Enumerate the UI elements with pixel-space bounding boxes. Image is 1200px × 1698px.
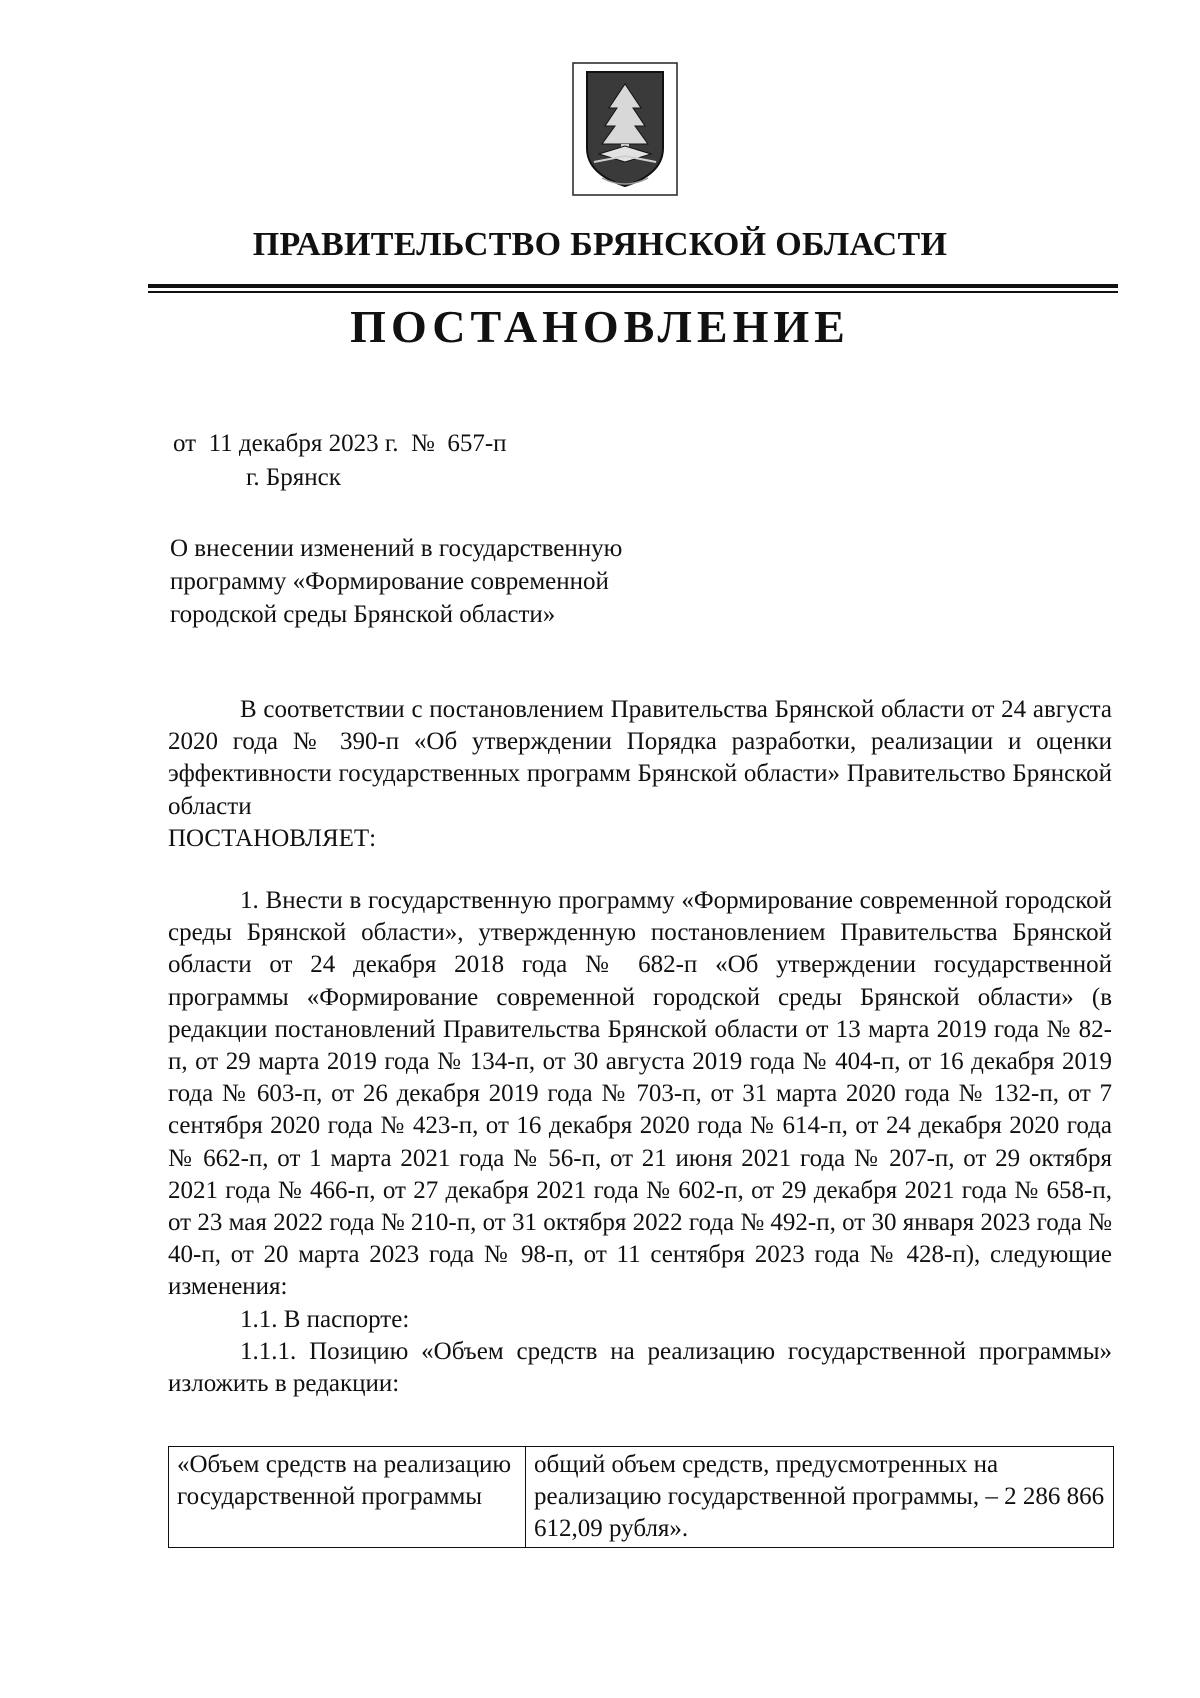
item-1-1-paragraph: 1.1. В паспорте: [240,1305,410,1333]
document-type: ПОСТАНОВЛЕНИЕ [350,301,850,352]
header-rule-thick [148,284,1118,288]
decree-word: ПОСТАНОВЛЯЕТ: [168,824,377,852]
coat-of-arms-icon [572,62,678,196]
preamble-paragraph: В соответствии с постановлением Правительства Брянской области от 24 августа 2020 года № 390-п «Об утверждении Порядка разработки, реализации и оценки эффективности государственных программ Брянской области» Правительство Брянской области [168,696,1112,820]
city: г. Брянск [246,464,341,491]
item-1-paragraph: 1. Внести в государственную программу «Формирование современной городской среды Брянской области», утвержденную постановлением Правительства Брянской области от 24 декабря 2018 года № 682-п «Об утверждении государственной программы «Формирование современной городской среды Брянской области» (в редакции постановлений Правительства Брянской области от 13 марта 2019 года № 82-п, от 29 марта 2019 года № 134-п, от 30 августа 2019 года № 404-п, от 16 декабря 2019 года № 603-п, от 26 декабря 2019 года № 703-п, от 31 марта 2020 года № 132-п, от 7 сентября 2020 года № 423-п, от 16 декабря 2020 года № 614-п, от 24 декабря 2020 года № 662-п, от 1 марта 2021 года № 56-п, от 21 июня 2021 года № 207-п, от 29 октября 2021 года № 466-п, от 27 декабря 2021 года № 602-п, от 29 декабря 2021 года № 658-п, от 23 мая 2022 года № 210-п, от 31 октября 2022 года № 492-п, от 30 января 2023 года № 40-п, от 20 марта 2023 года № 98-п, от 11 сентября 2023 года № 428-п), следующие изменения: [168,887,1113,1301]
passport-position-table [168,1446,1114,1548]
document-subject: О внесении изменений в государственную программу «Формирование современной городской среды Брянской области» [170,535,623,628]
document-body [168,694,1112,1400]
date-number-line: от 11 декабря 2023 г. № 657-п [173,430,507,457]
government-title: ПРАВИТЕЛЬСТВО БРЯНСКОЙ ОБЛАСТИ [252,226,948,263]
table-cell-position-name: «Объем средств на реализацию государственной программы [169,1447,526,1548]
item-1-1-1-paragraph: 1.1.1. Позицию «Объем средств на реализацию государственной программы» изложить в редакции: [168,1337,1112,1398]
table-row [169,1447,1114,1548]
table-cell-position-value: общий объем средств, предусмотренных на реализацию государственной программы, – 2 286 866 612,09 рубля». [526,1447,1114,1548]
header-rule-thin [148,291,1118,293]
